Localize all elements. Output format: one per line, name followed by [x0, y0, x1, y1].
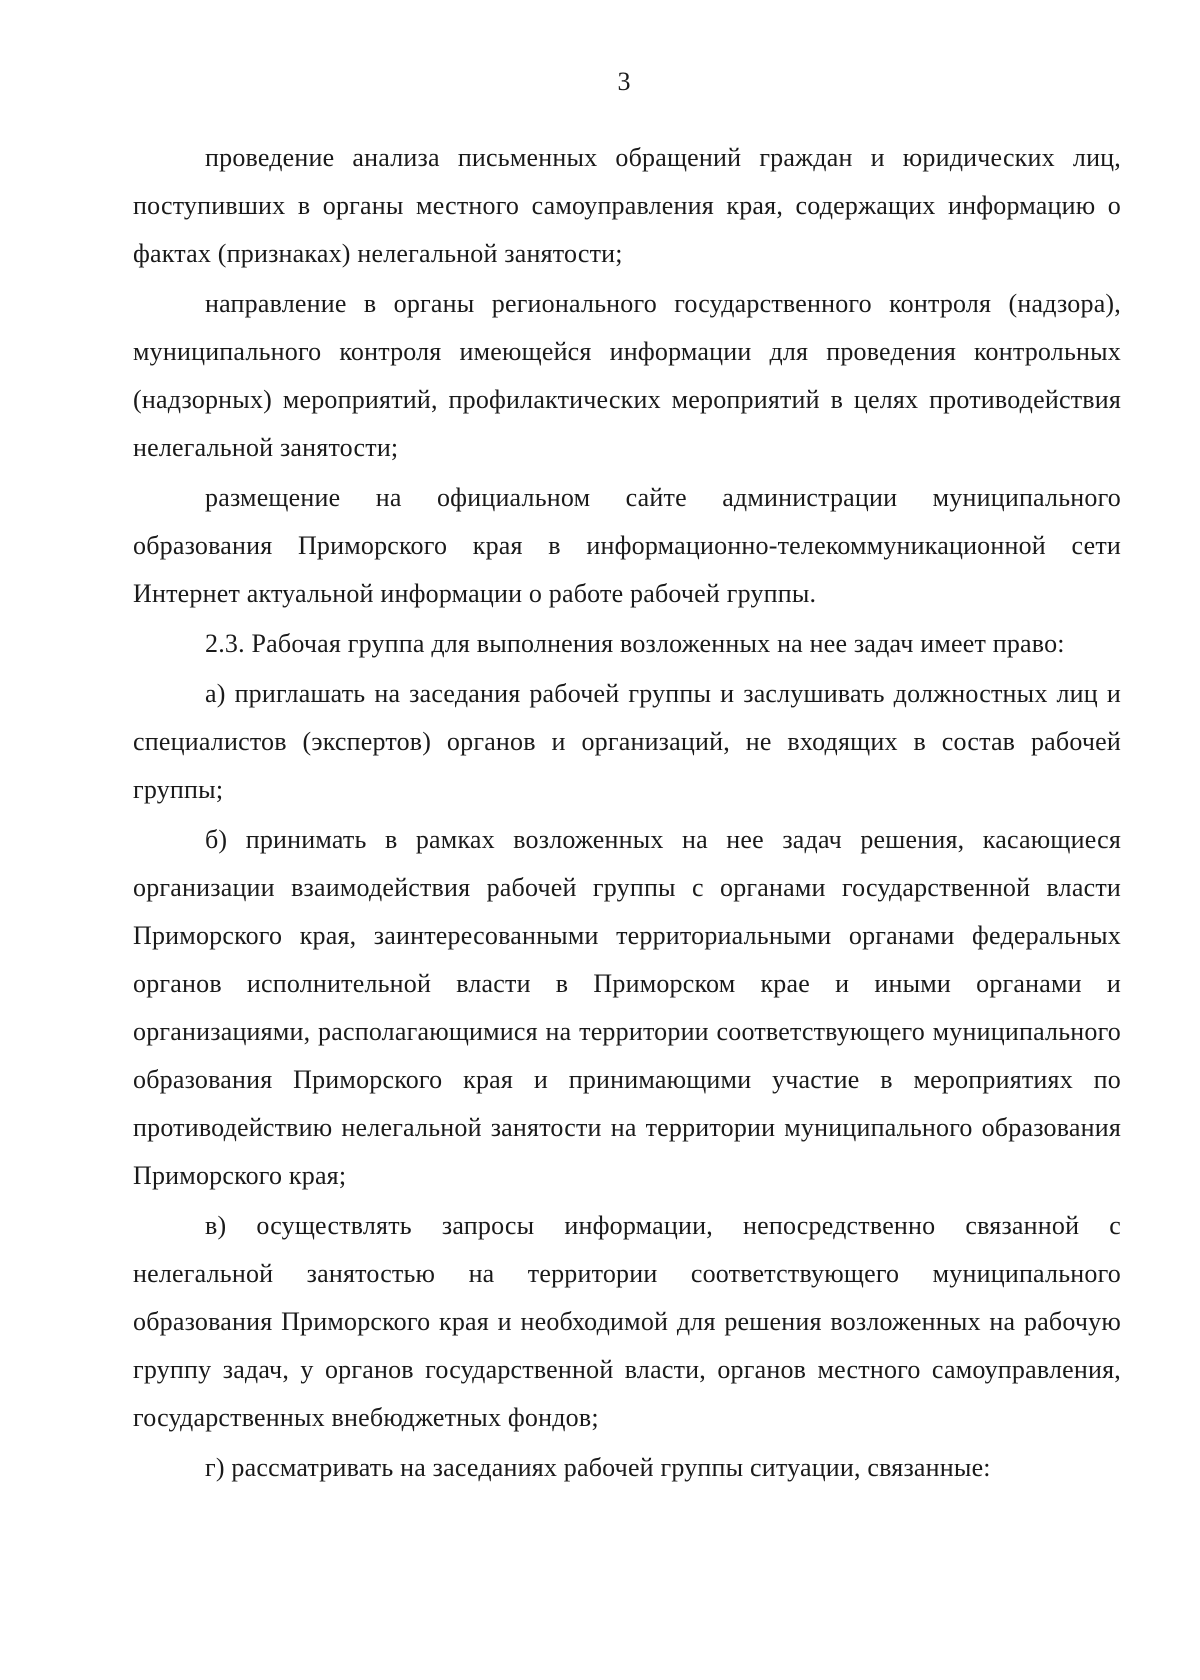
paragraph-item-b: б) принимать в рамках возложенных на нее задач решения, касающиеся организации взаимодействия рабочей группы с органами государственной власти Приморского края, заинтересованными территориальными органами федеральных органов исполнительной власти в Приморском крае и иными органами и организациями, располагающимися на территории соответствующего муниципального образования Приморского края и принимающими участие в мероприятиях по противодействию нелегальной занятости на территории муниципального образования Приморского края; [133, 825, 1121, 1190]
paragraph-item-v: в) осуществлять запросы информации, непосредственно связанной с нелегальной занятостью на территории соответствующего муниципального образования Приморского края и необходимой для решения возложенных на рабочую группу задач, у органов государственной власти, органов местного самоуправления, государственных внебюджетных фондов; [133, 1211, 1121, 1432]
document-body [133, 134, 1121, 1494]
page-number: 3 [617, 67, 631, 96]
paragraph-website: размещение на официальном сайте администрации муниципального образования Приморского края в информационно-телекоммуникационной сети Интернет актуальной информации о работе рабочей группы. [133, 483, 1121, 608]
paragraph-item-g: г) рассматривать на заседаниях рабочей группы ситуации, связанные: [205, 1453, 991, 1482]
paragraph-rights-intro: 2.3. Рабочая группа для выполнения возложенных на нее задач имеет право: [205, 629, 1065, 658]
paragraph-analysis: проведение анализа письменных обращений граждан и юридических лиц, поступивших в органы местного самоуправления края, содержащих информацию о фактах (признаках) нелегальной занятости; [133, 143, 1121, 268]
paragraph-referral: направление в органы регионального государственного контроля (надзора), муниципального контроля имеющейся информации для проведения контрольных (надзорных) мероприятий, профилактических мероприятий в целях противодействия нелегальной занятости; [133, 289, 1121, 462]
paragraph-item-a: а) приглашать на заседания рабочей группы и заслушивать должностных лиц и специалистов (экспертов) органов и организаций, не входящих в состав рабочей группы; [133, 679, 1121, 804]
